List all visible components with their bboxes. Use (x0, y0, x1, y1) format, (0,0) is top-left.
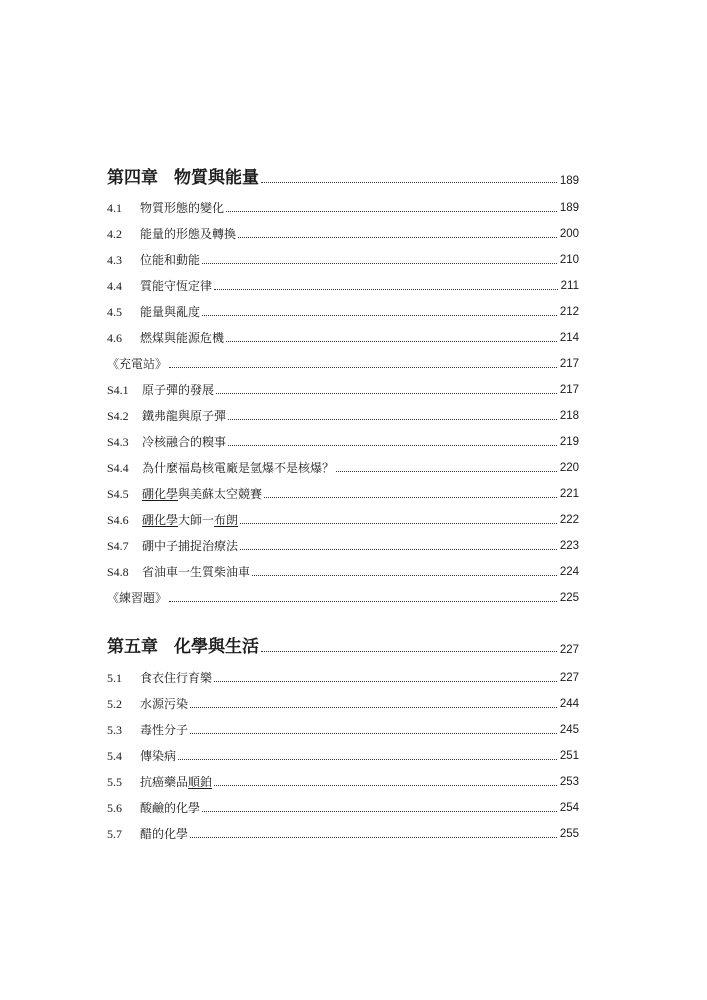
page-number: 245 (559, 724, 579, 736)
toc-entry[interactable] (107, 793, 579, 815)
page-number: 253 (559, 776, 579, 788)
section-number: 5.3 (107, 723, 122, 737)
section-title: 燃煤與能源危機 (140, 331, 225, 345)
leader-dots (169, 365, 557, 368)
underlined-term: 硼化學 (142, 487, 179, 501)
section-number: S4.8 (107, 565, 129, 579)
section-title: 鐵弗龍與原子彈 (142, 409, 227, 423)
toc-entry[interactable] (107, 479, 579, 501)
toc-entry[interactable] (107, 767, 579, 789)
leader-dots (214, 783, 557, 786)
leader-dots (190, 731, 557, 734)
toc-entry[interactable] (107, 663, 579, 685)
leader-dots (228, 443, 557, 446)
page-number: 251 (559, 750, 579, 762)
leader-dots (214, 679, 557, 682)
section-number: 4.3 (107, 253, 122, 267)
page-number: 223 (559, 540, 579, 552)
leader-dots (261, 649, 557, 652)
chapter-label: 第五章 (107, 637, 158, 657)
toc-entry[interactable] (107, 689, 579, 711)
section-title (142, 513, 238, 527)
section-title: 原子彈的發展 (142, 383, 215, 397)
section-title: 《充電站》 (107, 357, 168, 371)
section-number: 5.7 (107, 827, 122, 841)
leader-dots (238, 235, 557, 238)
leader-dots (169, 599, 557, 602)
section-title: 硼中子捕捉治療法 (142, 539, 239, 553)
chapter-title: 物質與能量 (174, 168, 259, 188)
toc-entry-exercises[interactable] (107, 583, 579, 605)
chapter-label: 第四章 (107, 168, 158, 188)
leader-dots (252, 573, 557, 576)
toc-entry[interactable] (107, 245, 579, 267)
leader-dots (216, 391, 557, 394)
section-number: S4.4 (107, 461, 129, 475)
section-number: 5.5 (107, 775, 122, 789)
section-title: 食衣住行育樂 (140, 671, 213, 685)
page-number: 214 (559, 332, 579, 344)
underlined-term: 硼化學 (142, 513, 179, 527)
toc-entry[interactable] (107, 193, 579, 215)
section-number: 5.4 (107, 749, 122, 763)
section-title (140, 775, 212, 789)
section-title: 《練習題》 (107, 591, 168, 605)
section-number: S4.7 (107, 539, 129, 553)
leader-dots (190, 835, 557, 838)
section-title: 醋的化學 (140, 827, 189, 841)
leader-dots (240, 547, 557, 550)
section-title (142, 487, 262, 501)
page-number: 227 (559, 644, 579, 656)
page-number: 219 (559, 436, 579, 448)
section-title: 位能和動能 (140, 253, 201, 267)
underlined-name: 布朗 (214, 513, 239, 527)
section-number: S4.6 (107, 513, 129, 527)
section-title: 酸鹼的化學 (140, 801, 201, 815)
page-number: 244 (559, 698, 579, 710)
toc-entry[interactable] (107, 323, 579, 345)
section-title: 能量與亂度 (140, 305, 201, 319)
page-number: 220 (559, 462, 579, 474)
leader-dots (336, 469, 557, 472)
leader-dots (202, 261, 557, 264)
toc-entry[interactable] (107, 505, 579, 527)
section-number: 5.1 (107, 671, 122, 685)
page-number: 254 (559, 802, 579, 814)
section-number: 5.2 (107, 697, 122, 711)
chapter-4-heading[interactable] (107, 164, 579, 188)
toc-entry[interactable] (107, 819, 579, 841)
toc-entry[interactable] (107, 401, 579, 423)
section-title: 能量的形態及轉換 (140, 227, 237, 241)
page-number: 189 (559, 202, 579, 214)
page-number: 210 (559, 254, 579, 266)
page-number: 218 (559, 410, 579, 422)
section-title: 冷核融合的糗事 (142, 435, 227, 449)
leader-dots (190, 705, 557, 708)
section-number: 4.1 (107, 201, 122, 215)
section-title: 傳染病 (140, 749, 177, 763)
leader-dots (214, 287, 558, 290)
leader-dots (226, 339, 557, 342)
page-number: 227 (559, 672, 579, 684)
page-number: 212 (559, 306, 579, 318)
section-number: 4.2 (107, 227, 122, 241)
title-rest: 與美蘇太空競賽 (178, 487, 263, 501)
page-number: 211 (560, 280, 579, 292)
leader-dots (228, 417, 557, 420)
underlined-term: 順鉑 (188, 775, 213, 789)
toc-entry-charging-station[interactable] (107, 349, 579, 371)
section-number: 5.6 (107, 801, 122, 815)
toc-entry[interactable] (107, 375, 579, 397)
section-number: S4.5 (107, 487, 129, 501)
toc-entry[interactable] (107, 271, 579, 293)
leader-dots (226, 209, 557, 212)
toc-entry[interactable] (107, 219, 579, 241)
toc-entry[interactable] (107, 297, 579, 319)
page-number: 224 (559, 566, 579, 578)
section-number: 4.5 (107, 305, 122, 319)
section-title: 水源污染 (140, 697, 189, 711)
section-title: 物質形態的變化 (140, 201, 225, 215)
section-title: 為什麼福島核電廠是氫爆不是核爆？ (142, 461, 335, 475)
leader-dots (202, 313, 557, 316)
section-number: 4.4 (107, 279, 122, 293)
section-title: 省油車一生質柴油車 (142, 565, 251, 579)
toc-entry[interactable] (107, 453, 579, 475)
leader-dots (178, 757, 557, 760)
leader-dots (264, 495, 557, 498)
section-number: 4.6 (107, 331, 122, 345)
leader-dots (240, 521, 557, 524)
chapter-title: 化學與生活 (174, 637, 259, 657)
toc-entry[interactable] (107, 427, 579, 449)
page-number: 221 (559, 488, 579, 500)
title-rest: 抗癌藥品 (140, 775, 189, 789)
leader-dots (202, 809, 557, 812)
section-number: S4.3 (107, 435, 129, 449)
toc-entry[interactable] (107, 741, 579, 763)
leader-dots (261, 180, 557, 183)
page-number: 217 (559, 384, 579, 396)
page-number: 222 (559, 514, 579, 526)
page-number: 225 (559, 592, 579, 604)
chapter-5-heading[interactable] (107, 633, 579, 657)
section-number: S4.2 (107, 409, 129, 423)
toc-entry[interactable] (107, 531, 579, 553)
toc-entry[interactable] (107, 715, 579, 737)
section-title: 毒性分子 (140, 723, 189, 737)
page-number: 217 (559, 358, 579, 370)
page-number: 189 (559, 175, 579, 187)
section-number: S4.1 (107, 383, 129, 397)
page-number: 200 (559, 228, 579, 240)
page-number: 255 (559, 828, 579, 840)
title-rest: 大師一 (178, 513, 215, 527)
toc-entry[interactable] (107, 557, 579, 579)
section-title: 質能守恆定律 (140, 279, 213, 293)
